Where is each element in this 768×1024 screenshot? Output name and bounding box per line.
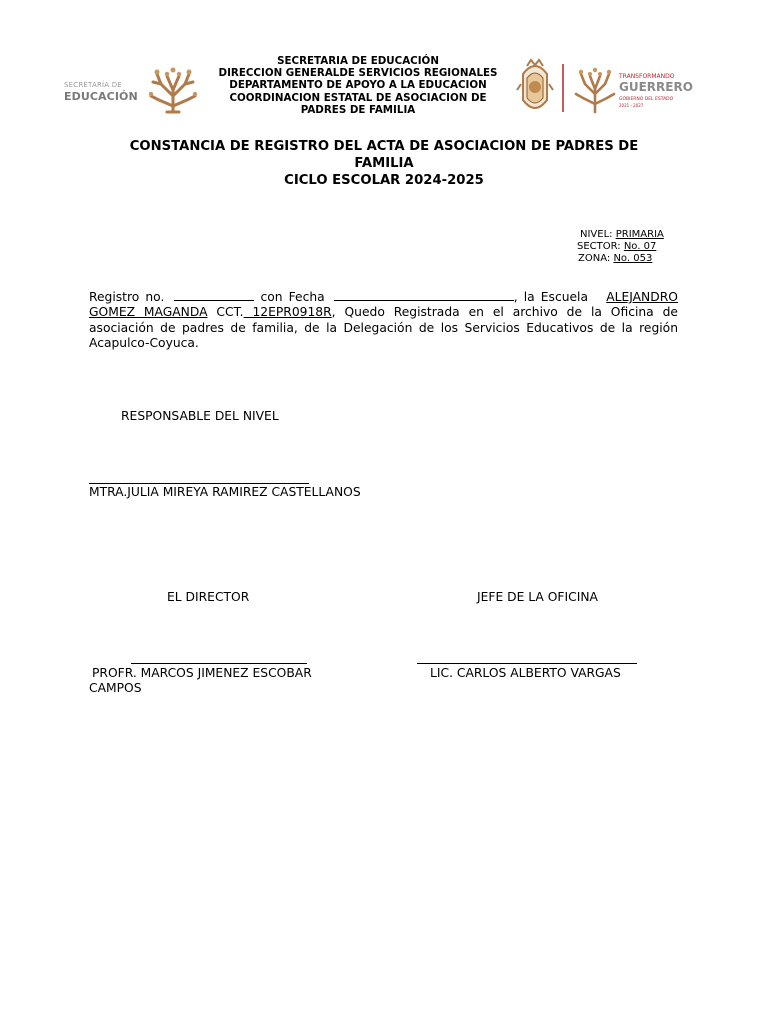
title-line-3: CICLO ESCOLAR 2024-2025 — [284, 173, 484, 188]
header-line: PADRES DE FAMILIA — [300, 103, 416, 116]
guerrero-text: GUERRERO — [619, 80, 693, 94]
nivel-row — [577, 229, 664, 241]
sector-row — [577, 241, 664, 253]
jefe-title: JEFE DE LA OFICINA — [477, 590, 598, 604]
director-title: EL DIRECTOR — [167, 590, 250, 604]
zona-label: ZONA: — [578, 253, 611, 264]
sector-value: No. 07 — [623, 241, 657, 252]
title-line-1: CONSTANCIA DE REGISTRO DEL ACTA DE ASOCIACION DE PADRES DE — [129, 139, 639, 154]
tree-logo-icon — [147, 66, 199, 116]
header-line: COORDINACION ESTATAL DE ASOCIACION DE — [229, 91, 487, 104]
nivel-label: NIVEL: — [580, 229, 613, 240]
logo-line-2: EDUCACIÓN — [64, 90, 138, 103]
cct-label: CCT. — [216, 305, 244, 320]
fecha-blank — [334, 289, 514, 301]
jefe-signature-line — [417, 663, 637, 664]
secretaria-educacion-logo-text — [64, 79, 138, 103]
director-signature-line — [131, 663, 307, 664]
registration-paragraph — [89, 289, 678, 351]
school-info-block — [577, 229, 664, 265]
header-institution-lines — [212, 55, 504, 116]
zona-value: No. 053 — [613, 253, 653, 264]
years-text: 2021 - 2027 — [619, 103, 644, 108]
responsable-signature-line — [89, 483, 309, 484]
con-fecha-label: con Fecha — [260, 290, 325, 304]
logo-line-1: SECRETARÍA DE — [64, 81, 122, 89]
paragraph-rest: , Quedo Registrada en el archivo de la Oficina de asociación de padres de familia, de la Delegación de los Servicios Educativos de la región Acapulco-Coyuca. — [89, 305, 678, 350]
document-title — [84, 138, 684, 189]
header-line: SECRETARIA DE EDUCACIÓN — [277, 55, 439, 67]
guerrero-logos-icon — [513, 56, 693, 118]
director-name-line2: CAMPOS — [89, 681, 142, 695]
transformando-text: TRANSFORMANDO — [619, 73, 675, 80]
jefe-name: LIC. CARLOS ALBERTO VARGAS — [430, 666, 621, 680]
director-name-line1: PROFR. MARCOS JIMENEZ ESCOBAR — [92, 666, 312, 680]
registro-label: Registro no. — [89, 290, 165, 304]
title-line-2: FAMILIA — [354, 156, 414, 171]
coat-of-arms-icon — [517, 60, 553, 108]
responsable-name: MTRA.JULIA MIREYA RAMIREZ CASTELLANOS — [89, 485, 361, 499]
cct-value: 12EPR0918R — [243, 305, 332, 320]
nivel-value: PRIMARIA — [615, 229, 664, 240]
registro-number-blank — [174, 289, 254, 301]
school-name: ALEJANDRO GOMEZ MAGANDA — [89, 290, 678, 320]
gobierno-text: GOBIERNO DEL ESTADO — [619, 97, 674, 102]
header-line: DIRECCION GENERALDE SERVICIOS REGIONALES — [218, 67, 498, 80]
la-escuela-label: , la Escuela — [513, 290, 589, 304]
responsable-title: RESPONSABLE DEL NIVEL — [121, 409, 279, 423]
header-line: DEPARTAMENTO DE APOYO A LA EDUCACION — [229, 79, 487, 92]
zona-row — [577, 253, 664, 265]
sector-label: SECTOR: — [577, 241, 621, 252]
